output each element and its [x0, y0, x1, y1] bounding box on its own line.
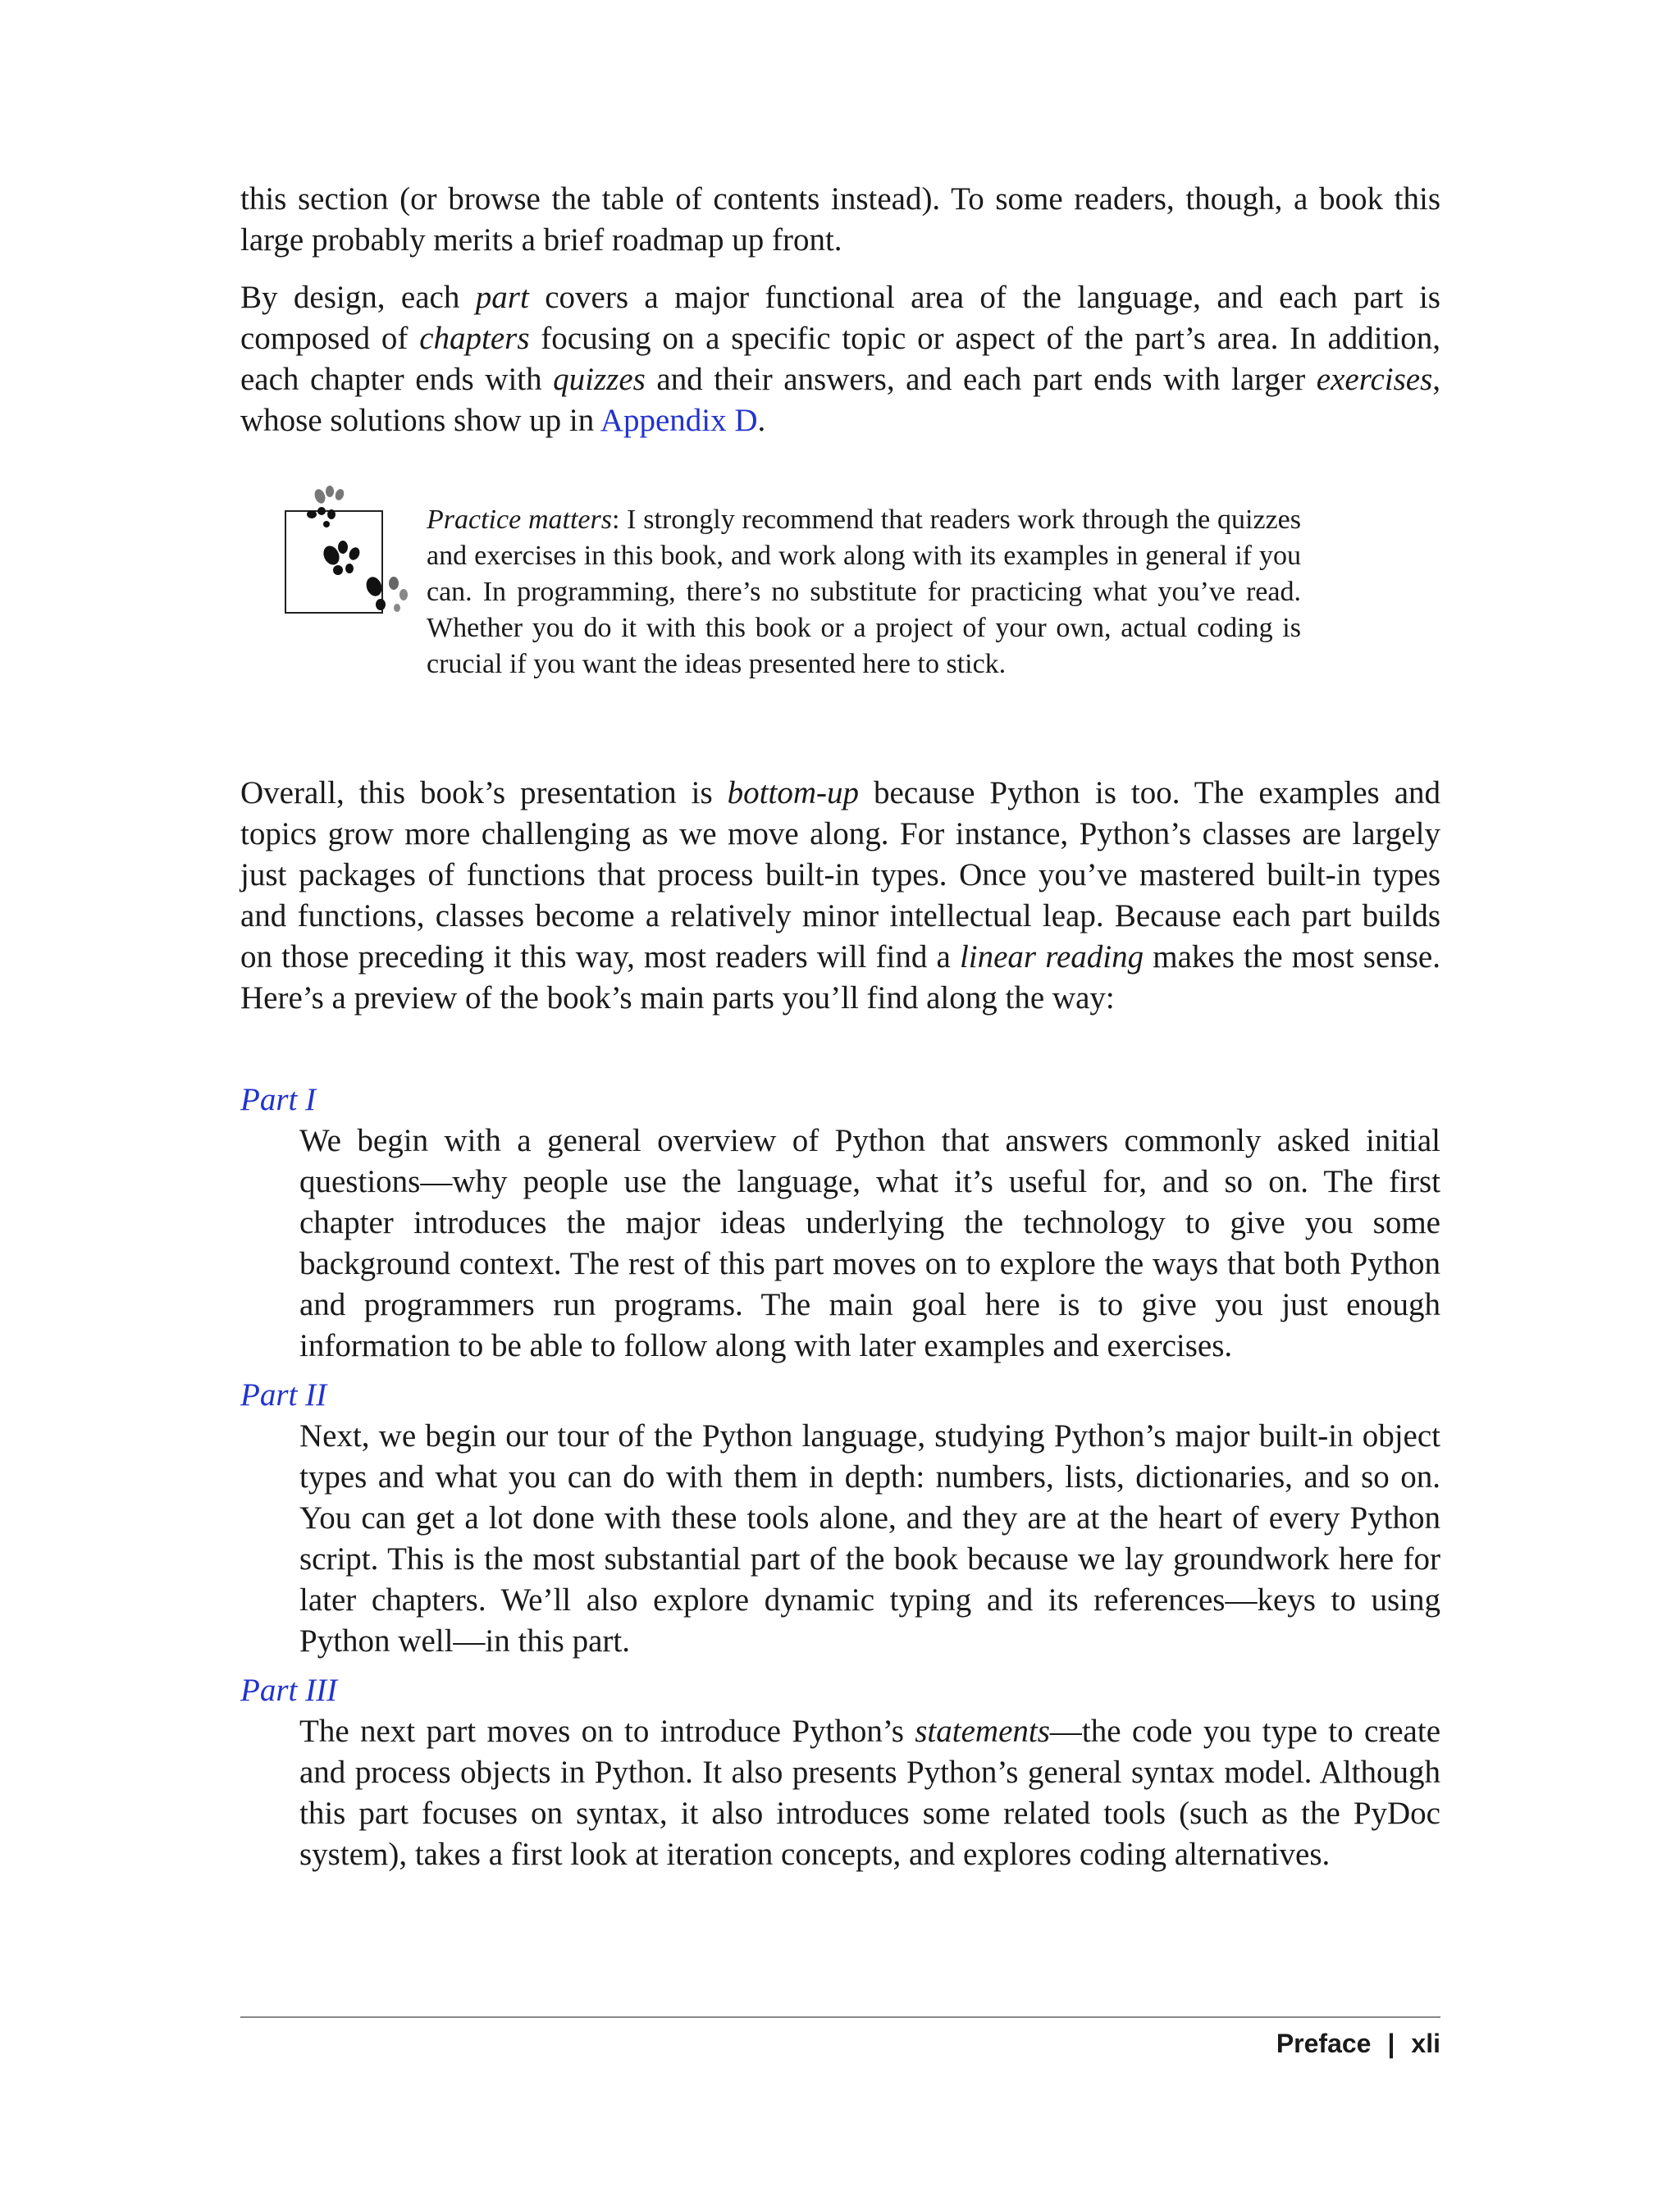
text-run: By design, each [240, 280, 476, 315]
practice-note [427, 502, 1301, 682]
practice-note-icon [279, 480, 427, 619]
text-run: and their answers, and each part ends with larger [645, 362, 1317, 397]
part-3-term: Part III [240, 1673, 338, 1708]
emphasis: bottom-up [727, 775, 859, 810]
text-run: . [757, 403, 766, 438]
part-1-term: Part I [240, 1082, 317, 1117]
note-lead: Practice matters [427, 504, 612, 535]
emphasis: statements [915, 1714, 1050, 1749]
text-run: The next part moves on to introduce Python’s [299, 1714, 915, 1749]
emphasis: linear reading [959, 939, 1144, 975]
part-3-description [299, 1711, 1440, 1875]
emphasis: exercises [1316, 362, 1433, 397]
text-run: focusing on a specific topic or aspect of the part’s area. In addition, each chapter ends with [240, 321, 1441, 397]
part-1-description: We begin with a general overview of Python that answers commonly asked initial questions—why people use the language, what it’s useful for, and so on. The first chapter introduces the major ideas underlying the technology to give you some background context. The rest of this part moves on to explore the ways that both Python and programmers run programs. The main goal here is to give you just enough information to be able to follow along with later examples and exercises. [299, 1123, 1440, 1363]
note-text: : I strongly recommend that readers work through the quizzes and exercises in this book, and work along with its examples in general if you can. In programming, there’s no substitute for practicing what you’ve read. Whether you do it with this book or a project of your own, actual coding is crucial if you want the ideas presented here to stick. [427, 504, 1301, 679]
footer-separator: | [1387, 2029, 1395, 2058]
text-run: makes the most sense. Here’s a preview of the book’s main parts you’ll find along the way: [240, 939, 1440, 1016]
page-number: xli [1411, 2029, 1440, 2058]
part-2-description: Next, we begin our tour of the Python language, studying Python’s major built-in object types and what you can do with them in depth: numbers, lists, dictionaries, and so on. You can get a lot done with these tools alone, and they are at the heart of every Python script. This is the most substantial part of the book because we lay groundwork here for later chapters. We’ll also explore dynamic typing and its references—keys to using Python well—in this part. [299, 1418, 1440, 1659]
intro-paragraph-2 [240, 277, 1440, 441]
text-run: , whose solutions show up in [240, 362, 1441, 438]
part-2-term: Part II [240, 1377, 327, 1413]
page-footer [1276, 2029, 1440, 2059]
overview-paragraph [240, 773, 1440, 1019]
footer-divider [240, 2016, 1440, 2018]
text-run: because Python is too. The examples and topics grow more challenging as we move along. For instance, Python’s classes are largely just packages of functions that process built-in types. Once you’ve mastered built-in types and functions, classes become a relatively minor intellectual leap. Because each part builds on those preceding it this way, most readers will find a [240, 775, 1441, 975]
intro-paragraph-1: this section (or browse the table of contents instead). To some readers, though, a book this large probably merits a brief roadmap up front. [240, 181, 1440, 258]
text-run: Overall, this book’s presentation is [240, 775, 728, 810]
text-run: —the code you type to create and process objects in Python. It also presents Python’s general syntax model. Although this part focuses on syntax, it also introduces some related tools (such as the PyDoc system), takes a first look at iteration concepts, and explores coding alternatives. [299, 1714, 1441, 1872]
emphasis: chapters [419, 321, 530, 356]
appendix-d-link[interactable]: Appendix D [600, 403, 758, 438]
text-run: covers a major functional area of the language, and each part is composed of [240, 280, 1440, 356]
emphasis: part [475, 280, 529, 315]
footer-section: Preface [1276, 2029, 1372, 2058]
emphasis: quizzes [553, 362, 646, 397]
